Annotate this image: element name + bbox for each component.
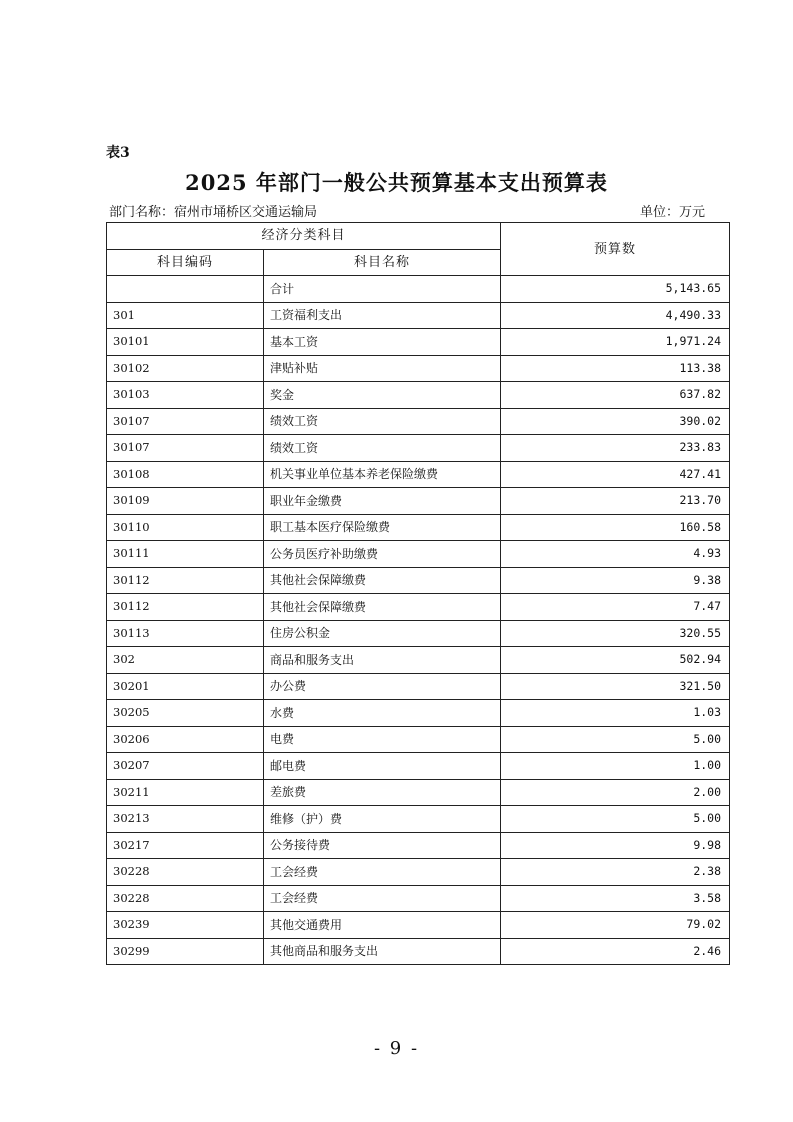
table-row xyxy=(107,912,730,939)
table-row xyxy=(107,620,730,647)
row-amount: 9.38 xyxy=(501,567,730,594)
table-row xyxy=(107,355,730,382)
row-amount: 1.00 xyxy=(501,753,730,780)
table-row xyxy=(107,753,730,780)
table-row xyxy=(107,329,730,356)
row-name: 基本工资 xyxy=(264,329,501,356)
table-row xyxy=(107,859,730,886)
row-code: 30101 xyxy=(107,329,264,356)
table-row xyxy=(107,408,730,435)
row-code: 30201 xyxy=(107,673,264,700)
table-number: 表3 xyxy=(106,145,130,161)
row-name: 津贴补贴 xyxy=(264,355,501,382)
budget-table xyxy=(106,222,730,965)
row-amount: 637.82 xyxy=(501,382,730,409)
row-name: 公务接待费 xyxy=(264,832,501,859)
row-code: 30107 xyxy=(107,408,264,435)
row-name: 绩效工资 xyxy=(264,408,501,435)
table-row xyxy=(107,382,730,409)
row-amount: 79.02 xyxy=(501,912,730,939)
row-name: 其他商品和服务支出 xyxy=(264,938,501,965)
row-name: 工会经费 xyxy=(264,885,501,912)
row-amount: 1.03 xyxy=(501,700,730,727)
row-name: 维修（护）费 xyxy=(264,806,501,833)
row-name: 水费 xyxy=(264,700,501,727)
table-row xyxy=(107,885,730,912)
row-code: 30228 xyxy=(107,859,264,886)
table-row xyxy=(107,673,730,700)
page-number: - 9 - xyxy=(373,1038,420,1059)
row-code: 30228 xyxy=(107,885,264,912)
row-amount: 320.55 xyxy=(501,620,730,647)
table-row xyxy=(107,302,730,329)
row-name: 其他社会保障缴费 xyxy=(264,594,501,621)
row-code: 30108 xyxy=(107,461,264,488)
row-name: 邮电费 xyxy=(264,753,501,780)
header-subject-name: 科目名称 xyxy=(264,249,501,276)
row-amount: 213.70 xyxy=(501,488,730,515)
row-name: 绩效工资 xyxy=(264,435,501,462)
row-name: 电费 xyxy=(264,726,501,753)
row-amount: 113.38 xyxy=(501,355,730,382)
row-code: 30206 xyxy=(107,726,264,753)
row-code: 30113 xyxy=(107,620,264,647)
table-row xyxy=(107,435,730,462)
table-row xyxy=(107,832,730,859)
row-code: 30112 xyxy=(107,567,264,594)
row-code: 30207 xyxy=(107,753,264,780)
row-code: 30103 xyxy=(107,382,264,409)
table-row xyxy=(107,647,730,674)
row-code: 301 xyxy=(107,302,264,329)
table-row xyxy=(107,594,730,621)
row-name: 其他交通费用 xyxy=(264,912,501,939)
row-amount: 5.00 xyxy=(501,726,730,753)
row-code: 30213 xyxy=(107,806,264,833)
row-code: 30109 xyxy=(107,488,264,515)
table-row xyxy=(107,726,730,753)
total-label: 合计 xyxy=(264,276,501,303)
row-code: 302 xyxy=(107,647,264,674)
table-row xyxy=(107,567,730,594)
unit-label: 单位：万元 xyxy=(640,205,706,220)
header-subject-code: 科目编码 xyxy=(107,249,264,276)
row-code: 30107 xyxy=(107,435,264,462)
row-name: 住房公积金 xyxy=(264,620,501,647)
row-amount: 9.98 xyxy=(501,832,730,859)
header-row-group xyxy=(107,223,730,250)
row-code: 30239 xyxy=(107,912,264,939)
table-row xyxy=(107,461,730,488)
row-amount: 7.47 xyxy=(501,594,730,621)
row-code: 30211 xyxy=(107,779,264,806)
row-amount: 233.83 xyxy=(501,435,730,462)
table-row xyxy=(107,779,730,806)
table-row xyxy=(107,488,730,515)
row-code: 30111 xyxy=(107,541,264,568)
row-code: 30217 xyxy=(107,832,264,859)
table-row xyxy=(107,700,730,727)
header-economic-classification: 经济分类科目 xyxy=(107,223,501,250)
row-code: 30102 xyxy=(107,355,264,382)
row-name: 工资福利支出 xyxy=(264,302,501,329)
total-row xyxy=(107,276,730,303)
row-name: 工会经费 xyxy=(264,859,501,886)
row-amount: 427.41 xyxy=(501,461,730,488)
total-code xyxy=(107,276,264,303)
row-name: 商品和服务支出 xyxy=(264,647,501,674)
table-row xyxy=(107,514,730,541)
row-amount: 2.00 xyxy=(501,779,730,806)
row-name: 奖金 xyxy=(264,382,501,409)
row-code: 30299 xyxy=(107,938,264,965)
row-amount: 3.58 xyxy=(501,885,730,912)
row-code: 30205 xyxy=(107,700,264,727)
total-amount: 5,143.65 xyxy=(501,276,730,303)
table-row xyxy=(107,541,730,568)
row-amount: 4,490.33 xyxy=(501,302,730,329)
row-name: 差旅费 xyxy=(264,779,501,806)
row-amount: 1,971.24 xyxy=(501,329,730,356)
row-amount: 4.93 xyxy=(501,541,730,568)
row-amount: 5.00 xyxy=(501,806,730,833)
row-amount: 2.38 xyxy=(501,859,730,886)
page-title: 2025 年部门一般公共预算基本支出预算表 xyxy=(185,170,608,195)
row-amount: 502.94 xyxy=(501,647,730,674)
row-name: 公务员医疗补助缴费 xyxy=(264,541,501,568)
row-amount: 160.58 xyxy=(501,514,730,541)
row-amount: 2.46 xyxy=(501,938,730,965)
row-name: 职工基本医疗保险缴费 xyxy=(264,514,501,541)
row-amount: 321.50 xyxy=(501,673,730,700)
row-code: 30110 xyxy=(107,514,264,541)
row-name: 其他社会保障缴费 xyxy=(264,567,501,594)
row-name: 职业年金缴费 xyxy=(264,488,501,515)
department-name: 部门名称：宿州市埇桥区交通运输局 xyxy=(109,205,318,220)
header-budget-amount: 预算数 xyxy=(501,223,730,276)
table-row xyxy=(107,938,730,965)
table-row xyxy=(107,806,730,833)
row-name: 机关事业单位基本养老保险缴费 xyxy=(264,461,501,488)
row-amount: 390.02 xyxy=(501,408,730,435)
row-name: 办公费 xyxy=(264,673,501,700)
row-code: 30112 xyxy=(107,594,264,621)
